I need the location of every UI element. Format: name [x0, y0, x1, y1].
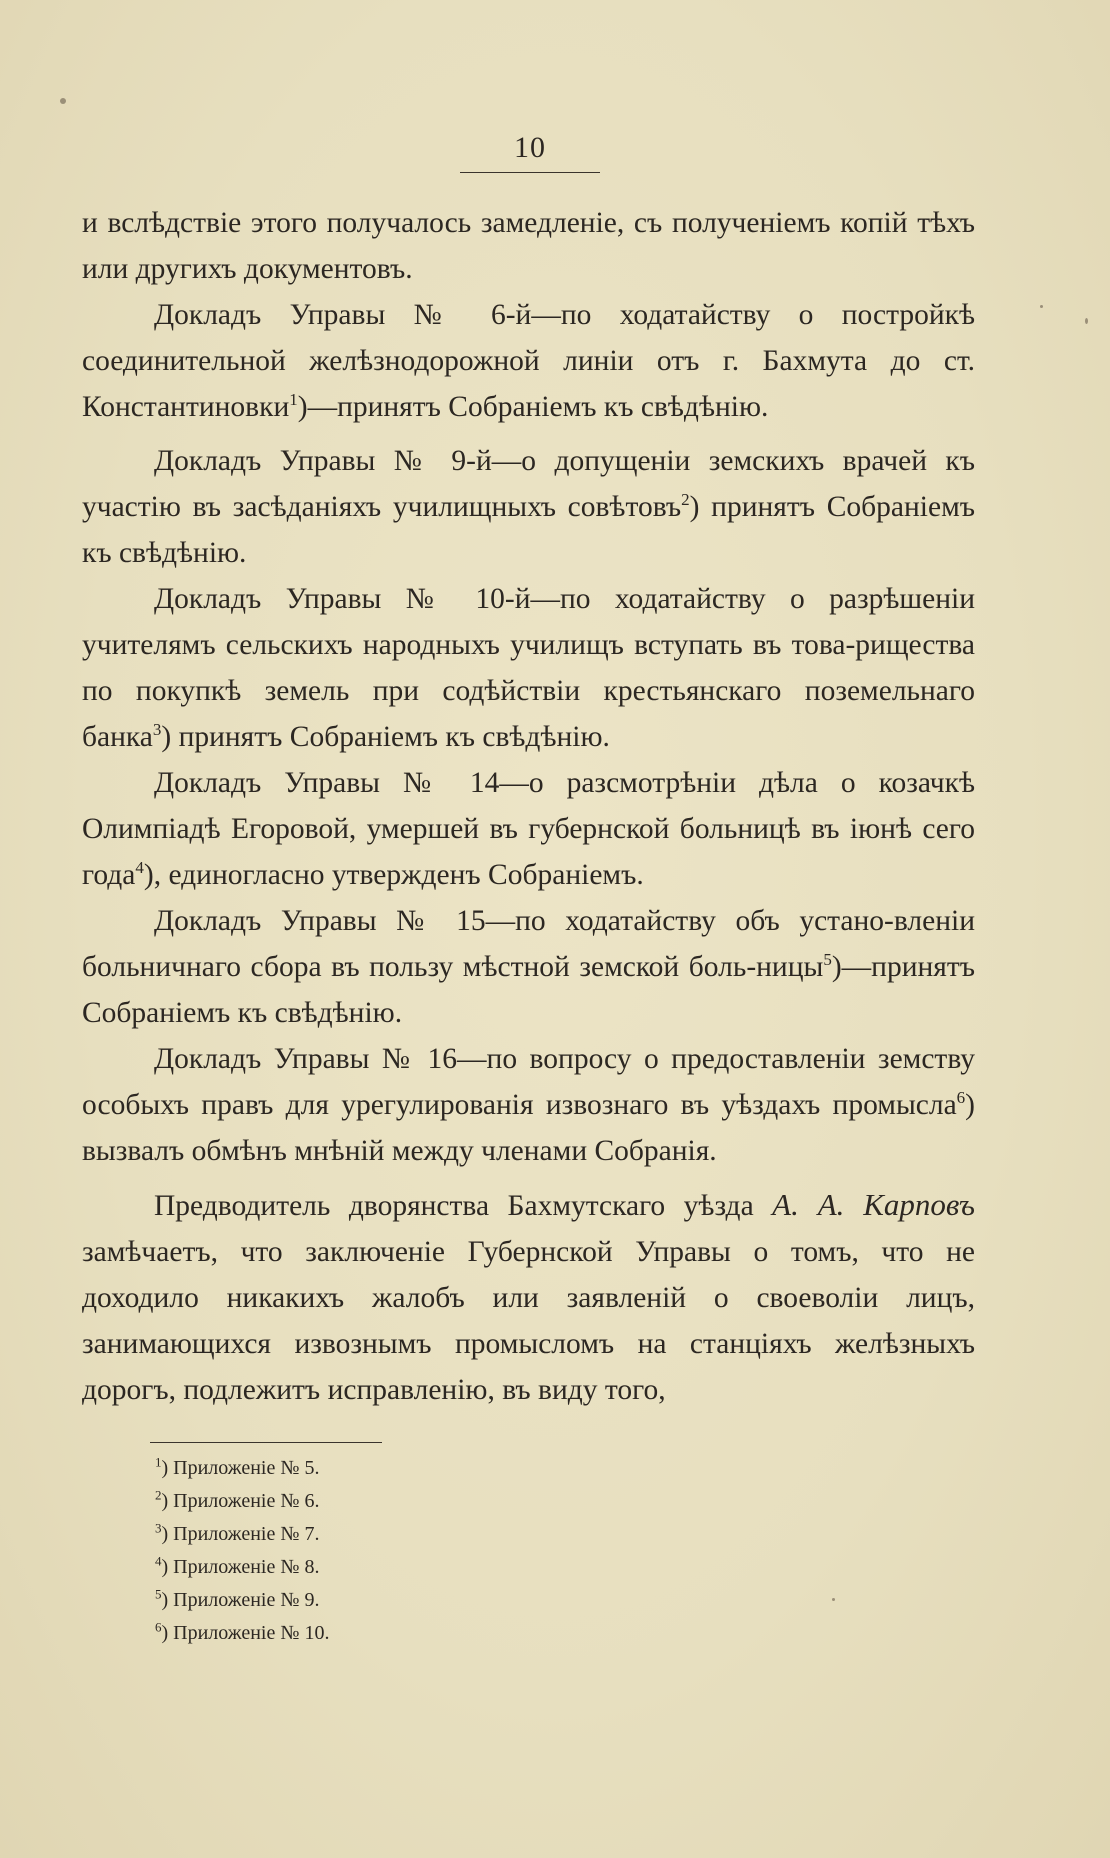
paragraph-text: замѣчаетъ, что заключеніе Губернской Управы о томъ, что не доходило никакихъ жалобъ или заявленій о своеволіи лицъ, занимающихся извознымъ промысломъ на станціяхъ желѣзныхъ дорогъ, подлежитъ исправленію, въ виду того,	[82, 1236, 975, 1406]
paragraph-text: ), единогласно утвержденъ Собраніемъ.	[143, 859, 644, 891]
paragraph-karpov	[82, 1182, 975, 1413]
footnote-ref: 6	[956, 1088, 966, 1108]
footnote-ref: 1	[289, 390, 298, 410]
header-rule	[460, 172, 600, 173]
footnote-text: ) Приложеніе № 5.	[161, 1457, 320, 1479]
footnote-mark: 6	[155, 1619, 162, 1635]
paragraph-text: ) вызвалъ обмѣнъ мнѣній между членами Собранія.	[82, 1089, 975, 1167]
paragraph-text: Докладъ Управы № 16—по вопросу о предоставленіи земству особыхъ правъ для урегулированія извознаго въ уѣздахъ промысла	[82, 1043, 975, 1121]
footnote-text: ) Приложеніе № 7.	[161, 1523, 320, 1545]
paragraph-text: Докладъ Управы № 15—по ходатайству объ устано-вленіи больничнаго сбора въ пользу мѣстной земской боль-ницы	[82, 905, 975, 983]
page-number: 10	[514, 131, 546, 164]
paragraph-text: Докладъ Управы № 9-й—о допущеніи земскихъ врачей къ участію въ засѣданіяхъ училищныхъ совѣтовъ	[82, 445, 975, 523]
footnote	[155, 1617, 555, 1650]
paragraph-report-16	[82, 1036, 975, 1174]
paragraph-continuation	[82, 200, 975, 292]
footnote-ref: 3	[152, 720, 162, 740]
paragraph-text: Докладъ Управы № 6-й—по ходатайству о постройкѣ соединительной желѣзнодорожной линіи отъ г. Бахмута до ст. Константиновки	[82, 299, 975, 423]
footnote-mark: 4	[155, 1553, 162, 1569]
footnote-text: ) Приложеніе № 10.	[161, 1622, 330, 1644]
paragraph-report-9	[82, 438, 975, 576]
footnote-mark: 2	[155, 1487, 162, 1503]
page-header	[460, 130, 600, 173]
body-text	[82, 200, 975, 1413]
paragraph-text: ) принятъ Собраніемъ къ свѣдѣнію.	[161, 721, 610, 753]
paragraph-text: Докладъ Управы № 14—о разсмотрѣніи дѣла о козачкѣ Олимпіадѣ Егоровой, умершей въ губернской больницѣ въ іюнѣ сего года	[82, 767, 975, 891]
paragraph-text: Предводитель дворянства Бахмутскаго уѣзда	[154, 1190, 754, 1222]
footnote-mark: 1	[155, 1454, 162, 1470]
paragraph-text: )—принятъ Собраніемъ къ свѣдѣнію.	[297, 391, 769, 423]
footnote-text: ) Приложеніе № 8.	[161, 1556, 320, 1578]
footnote-mark: 5	[155, 1586, 162, 1602]
footnotes	[155, 1452, 555, 1650]
text-line: и вслѣдствіе этого получалось замедленіе, съ полученіемъ	[82, 207, 831, 239]
paper-speck	[1085, 318, 1088, 324]
speaker-name: А. А. Карповъ	[772, 1187, 975, 1222]
text-line: копій тѣхъ или другихъ документовъ.	[82, 207, 975, 285]
footnote-text: ) Приложеніе № 9.	[161, 1589, 320, 1611]
paragraph-report-15	[82, 898, 975, 1036]
footnote-rule	[150, 1442, 382, 1443]
paragraph-report-6	[82, 292, 975, 430]
footnote	[155, 1551, 555, 1584]
footnote-mark: 3	[155, 1520, 162, 1536]
paragraph-report-10	[82, 576, 975, 760]
footnote-ref: 2	[681, 490, 690, 510]
paper-speck	[1040, 305, 1043, 308]
footnote-ref: 5	[823, 950, 832, 970]
paragraph-text: ) принятъ Собраніемъ къ свѣдѣнію.	[82, 491, 975, 569]
paragraph-text: )—принятъ Собраніемъ къ свѣдѣнію.	[82, 951, 975, 1029]
footnote	[155, 1485, 555, 1518]
footnote	[155, 1584, 555, 1617]
footnote	[155, 1518, 555, 1551]
paper-speck	[832, 1598, 835, 1601]
footnote-text: ) Приложеніе № 6.	[161, 1490, 320, 1512]
paragraph-report-14	[82, 760, 975, 898]
paper-speck	[60, 98, 66, 104]
paragraph-text: Докладъ Управы № 10-й—по ходатайству о разрѣшеніи учителямъ сельскихъ народныхъ училищъ вступать въ това-рищества по покупкѣ земель при содѣйствіи крестьянскаго поземельнаго банка	[82, 583, 975, 753]
footnote-ref: 4	[135, 858, 144, 878]
footnote	[155, 1452, 555, 1485]
